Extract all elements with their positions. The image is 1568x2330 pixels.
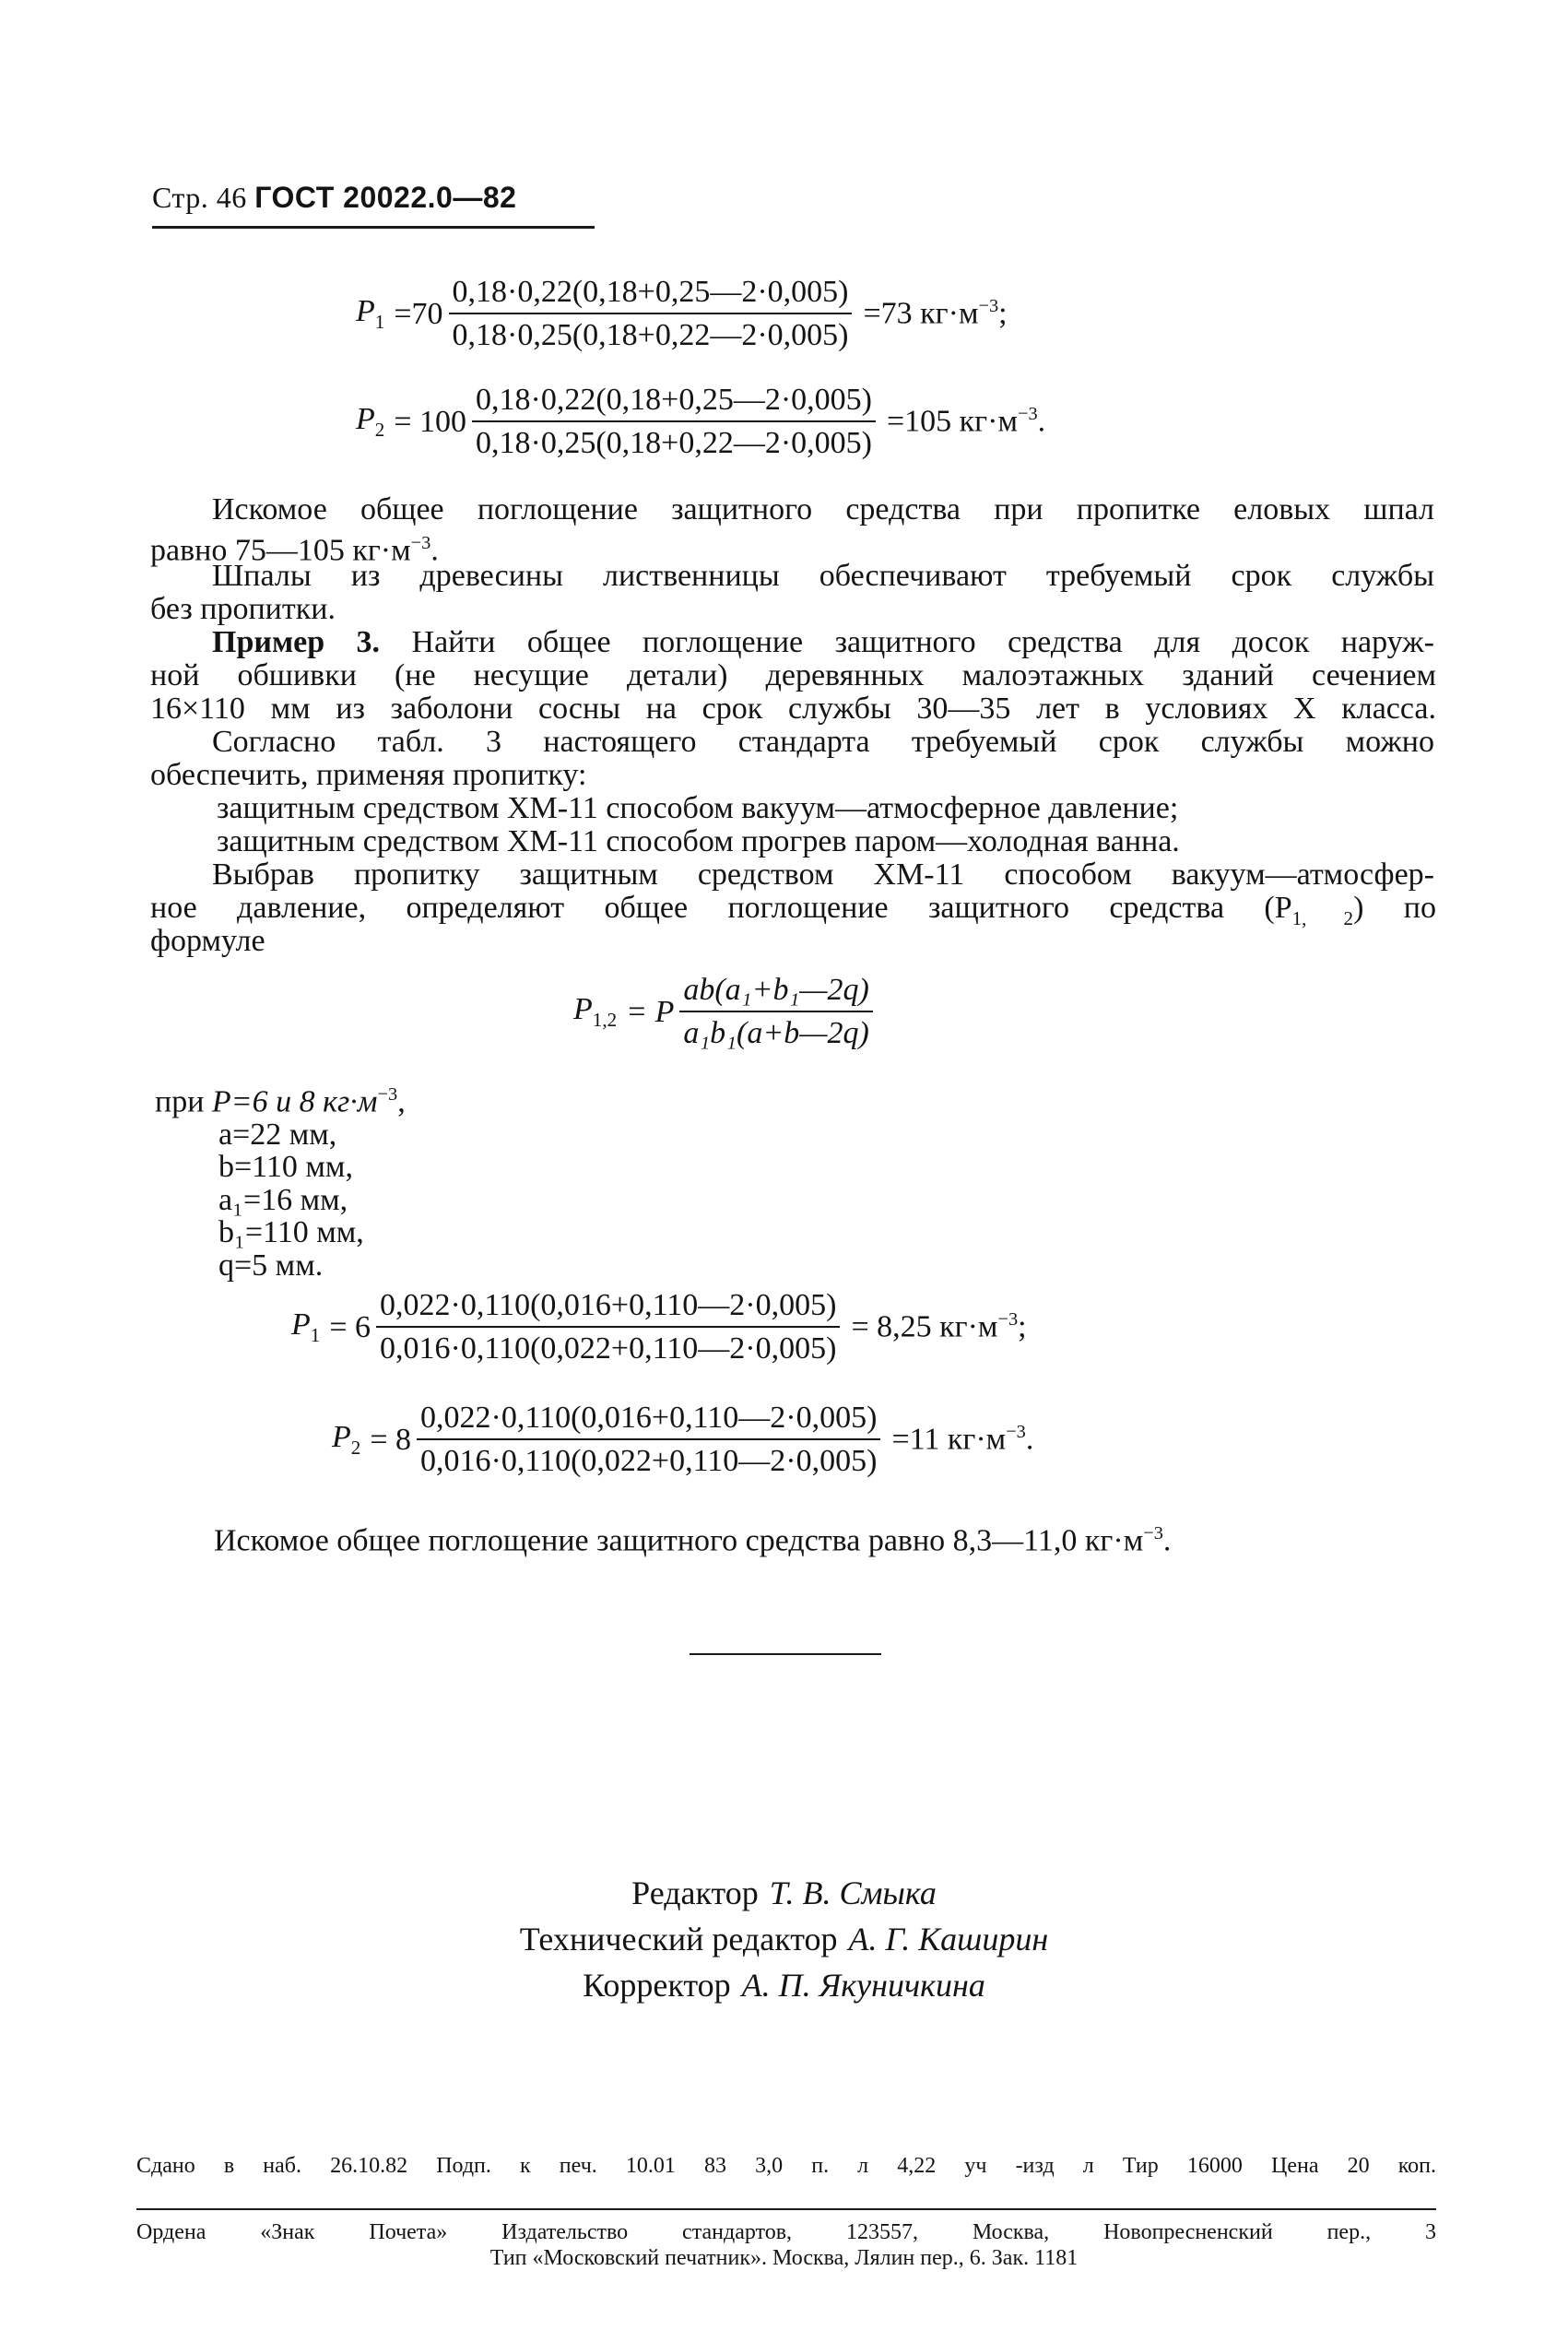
- credit-name: Т. В. Смыка: [769, 1875, 937, 1911]
- formula-coefficient: =70: [394, 296, 443, 331]
- variable-value: q=5 мм.: [218, 1248, 324, 1283]
- fraction-denominator: 0,016·0,110(0,022+0,110—2·0,005): [420, 1444, 878, 1478]
- paragraph-spruce-result-line1: [212, 493, 1434, 526]
- publisher-line: [136, 2219, 1436, 2245]
- unit-exponent: −3: [1006, 1422, 1026, 1443]
- formula-result: =11 кг·м: [891, 1422, 1007, 1457]
- header-underline: [152, 226, 595, 229]
- text-line: 16×110 мм из заболони сосны на срок службы 30—35 лет в условиях X класса.: [150, 692, 1436, 726]
- formula-lhs: P: [332, 1420, 351, 1455]
- unit-exponent: −3: [377, 1084, 398, 1105]
- formula-terminator: ;: [1018, 1309, 1027, 1344]
- formula-lhs-subscript: 2: [374, 418, 385, 441]
- imprint-text: Сдано в наб. 26.10.82 Подп. к печ. 10.01 83 3,0 п. л 4,22 уч -изд л Тир 16000 Цена 20 коп.: [136, 2154, 1436, 2178]
- example-label: Пример 3.: [212, 625, 381, 659]
- variable-value: a₁=16 мм,: [218, 1182, 348, 1217]
- fraction-denominator: 0,016·0,110(0,022+0,110—2·0,005): [380, 1331, 837, 1366]
- text-line: без пропитки.: [150, 592, 336, 626]
- fraction: [449, 275, 853, 353]
- formula-general: [573, 973, 878, 1051]
- example-3-line3: [150, 692, 1436, 726]
- fraction-numerator: 0,022·0,110(0,016+0,110—2·0,005): [376, 1288, 840, 1328]
- fraction: [376, 1288, 840, 1366]
- text-line: защитным средством ХМ-11 способом прогрев паром—холодная ванна.: [217, 824, 1180, 858]
- printer-text: Тип «Московский печатник». Москва, Лялин пер., 6. Зак. 1181: [489, 2246, 1079, 2270]
- credit-role: Редактор: [631, 1875, 759, 1911]
- subscript: 1, 2: [1291, 906, 1354, 929]
- option-steam: [217, 825, 1397, 858]
- variable-b: [155, 1151, 406, 1184]
- fraction: [679, 973, 872, 1051]
- formula-terminator: .: [1037, 404, 1046, 439]
- formula-lhs-subscript: 1: [310, 1323, 321, 1346]
- text-line: равно 75—105 кг·м: [150, 533, 411, 568]
- credit-proofreader: [0, 1962, 1568, 2008]
- fraction-denominator: 0,18·0,25(0,18+0,22—2·0,005): [452, 318, 849, 352]
- fraction-numerator: 0,18·0,22(0,18+0,25—2·0,005): [449, 275, 853, 314]
- credit-name: А. Г. Каширин: [848, 1921, 1049, 1957]
- credit-role: Технический редактор: [519, 1921, 838, 1957]
- table-ref-line2: [150, 759, 1436, 792]
- credit-editor: [0, 1870, 1568, 1916]
- formula-lhs: P: [356, 294, 375, 329]
- page-header: [152, 181, 516, 215]
- text-line: формуле: [150, 924, 265, 958]
- text-line: обеспечить, применяя пропитку:: [150, 758, 587, 792]
- text-line-end: ) по: [1353, 891, 1436, 925]
- fraction: [417, 1401, 880, 1479]
- formula-coefficient: = 6: [329, 1309, 371, 1344]
- credit-role: Корректор: [583, 1967, 731, 2004]
- variable-a1: [155, 1184, 406, 1217]
- formula-result: = 8,25 кг·м: [851, 1309, 998, 1344]
- variable-value: b=110 мм,: [218, 1150, 353, 1185]
- text-line: Найти общее поглощение защитного средства для досок наруж-: [380, 625, 1434, 659]
- credit-tech-editor: [0, 1916, 1568, 1962]
- fraction-numerator: 0,022·0,110(0,016+0,110—2·0,005): [417, 1401, 880, 1440]
- formula-p1-pine: [291, 1288, 1027, 1366]
- formula-coefficient: = 8: [370, 1422, 412, 1457]
- unit-exponent: −3: [410, 533, 431, 553]
- formula-lhs: P: [573, 992, 593, 1027]
- text-line: Шпалы из древесины лиственницы обеспечивают требуемый срок службы: [212, 559, 1434, 593]
- text-line: Согласно табл. 3 настоящего стандарта требуемый срок службы можно: [212, 725, 1434, 759]
- text-line: защитным средством ХМ-11 способом вакуум—атмосферное давление;: [217, 791, 1179, 825]
- variable-a: [155, 1118, 406, 1152]
- example-3-line1: [212, 626, 1434, 659]
- fraction-numerator: 0,18·0,22(0,18+0,25—2·0,005): [472, 383, 876, 422]
- variable-q: [155, 1249, 406, 1283]
- formula-lhs: P: [291, 1307, 311, 1342]
- credits-block: [0, 1870, 1568, 2008]
- formula-result: =105 кг·м: [886, 404, 1018, 439]
- text-line: Искомое общее поглощение защитного средства при пропитке еловых шпал: [212, 492, 1434, 526]
- imprint-divider: [136, 2208, 1436, 2210]
- variable-b1: [155, 1216, 406, 1249]
- fraction-denominator: 0,18·0,25(0,18+0,22—2·0,005): [476, 426, 872, 460]
- variables-intro: при: [155, 1084, 212, 1119]
- choice-line1: [212, 858, 1434, 892]
- unit-exponent: −3: [978, 296, 999, 317]
- paragraph-larch-line1: [212, 560, 1434, 593]
- example-3-line2: [150, 659, 1436, 692]
- formula-lhs-subscript: 1,2: [592, 1008, 618, 1031]
- formula-lhs-subscript: 1: [374, 310, 385, 333]
- formula-terminator: ;: [998, 296, 1008, 331]
- formula-result: =73 кг·м: [863, 296, 979, 331]
- unit-exponent: −3: [1017, 404, 1038, 425]
- section-divider: [690, 1653, 881, 1655]
- variable-value: a=22 мм,: [218, 1117, 337, 1152]
- printer-line: [0, 2246, 1568, 2271]
- formula-p2-pine: [332, 1401, 1033, 1479]
- standard-code: ГОСТ 20022.0—82: [254, 181, 517, 214]
- fraction: [472, 383, 876, 461]
- formula-p2-spruce: [356, 383, 1045, 461]
- formula-coefficient: = P: [626, 994, 675, 1029]
- variable-value: P=6 и 8 кг·м: [211, 1084, 378, 1119]
- fraction-numerator: ab(a₁+b₁—2q): [679, 973, 872, 1012]
- table-ref-line1: [212, 726, 1434, 759]
- text-line: Искомое общее поглощение защитного средства равно 8,3—11,0 кг·м: [214, 1523, 1144, 1558]
- page-number: Стр. 46: [152, 181, 247, 214]
- text-end: .: [1162, 1523, 1172, 1558]
- formula-terminator: .: [1025, 1422, 1034, 1457]
- text-line: Выбрав пропитку защитным средством ХМ-11 способом вакуум—атмосфер-: [212, 857, 1434, 892]
- formula-lhs-subscript: 2: [350, 1436, 361, 1459]
- text-line: ное давление, определяют общее поглощение защитного средства (P: [150, 891, 1292, 925]
- unit-exponent: −3: [1143, 1523, 1163, 1543]
- choice-line3: [150, 925, 1436, 958]
- imprint-line: [136, 2154, 1436, 2179]
- formula-lhs: P: [356, 402, 375, 437]
- text-end: .: [430, 533, 439, 568]
- unit-exponent: −3: [997, 1309, 1019, 1331]
- variable-p: [155, 1079, 406, 1118]
- paragraph-larch-line2: [150, 593, 1436, 626]
- fraction-denominator: a₁b₁(a+b—2q): [683, 1016, 869, 1050]
- variable-value: b₁=110 мм,: [218, 1215, 364, 1250]
- formula-coefficient: = 100: [394, 404, 467, 439]
- publisher-text: Ордена «Знак Почета» Издательство стандартов, 123557, Москва, Новопресненский пер., 3: [136, 2220, 1436, 2244]
- final-result: [214, 1517, 1436, 1557]
- variables-list: [155, 1079, 406, 1282]
- option-vacuum: [217, 792, 1360, 825]
- text-line: ной обшивки (не несущие детали) деревянных малоэтажных зданий сечением: [150, 658, 1436, 692]
- credit-name: А. П. Якуничкина: [741, 1967, 985, 2004]
- text-end: ,: [397, 1084, 406, 1119]
- formula-p1-spruce: [356, 275, 1008, 353]
